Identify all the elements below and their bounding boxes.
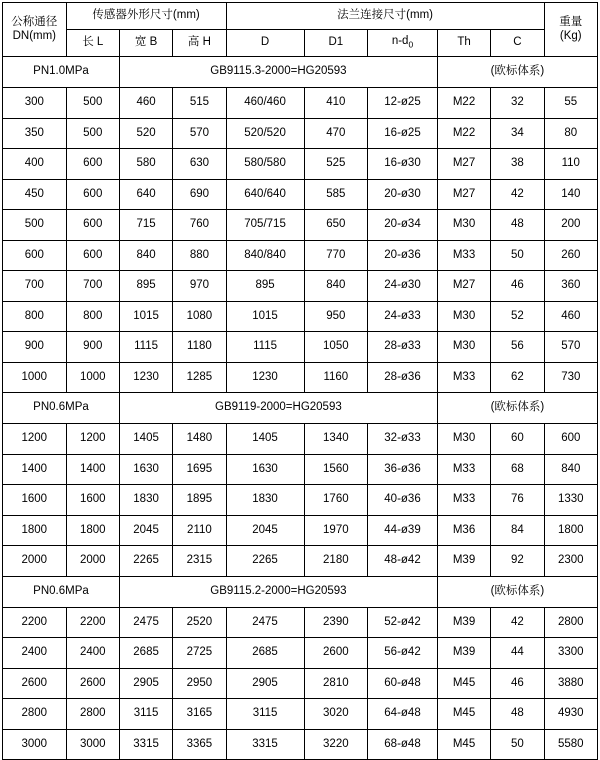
cell-d1: 2810 [304,668,368,699]
cell-width: 3115 [119,699,172,730]
cell-height: 2950 [173,668,226,699]
cell-d: 640/640 [226,179,304,210]
cell-c: 68 [491,454,544,485]
table-row [3,485,598,516]
cell-height: 760 [173,210,226,241]
cell-c: 44 [491,638,544,669]
cell-n-d: 28-ø33 [368,332,438,363]
header-height: 高 H [173,30,226,57]
cell-height: 690 [173,179,226,210]
cell-d: 2685 [226,638,304,669]
cell-dn: 1400 [3,454,67,485]
cell-c: 34 [491,118,544,149]
cell-length: 2200 [66,607,119,638]
cell-height: 1180 [173,332,226,363]
header-weight [544,3,597,57]
cell-height: 2315 [173,546,226,577]
cell-dn: 1200 [3,424,67,455]
cell-weight: 2300 [544,546,597,577]
cell-height: 1285 [173,362,226,393]
header-d: D [226,30,304,57]
cell-dn: 1000 [3,362,67,393]
cell-width: 840 [119,240,172,271]
cell-n-d: 28-ø36 [368,362,438,393]
cell-length: 700 [66,271,119,302]
cell-height: 3165 [173,699,226,730]
table-row [3,699,598,730]
cell-weight: 360 [544,271,597,302]
cell-length: 800 [66,301,119,332]
band-standard: GB9119-2000=HG20593 [119,393,437,424]
cell-th: M22 [437,88,490,119]
header-n-d-subscript: 0 [408,39,414,50]
cell-c: 50 [491,729,544,760]
cell-n-d: 24-ø30 [368,271,438,302]
cell-weight: 1800 [544,515,597,546]
cell-height: 1695 [173,454,226,485]
cell-th: M33 [437,454,490,485]
cell-width: 715 [119,210,172,241]
cell-length: 900 [66,332,119,363]
cell-c: 76 [491,485,544,516]
cell-dn: 1600 [3,485,67,516]
cell-d: 705/715 [226,210,304,241]
cell-n-d: 20-ø30 [368,179,438,210]
cell-c: 84 [491,515,544,546]
cell-dn: 2200 [3,607,67,638]
cell-weight: 3880 [544,668,597,699]
cell-n-d: 52-ø42 [368,607,438,638]
cell-length: 1000 [66,362,119,393]
cell-c: 42 [491,607,544,638]
table-row [3,454,598,485]
cell-dn: 300 [3,88,67,119]
cell-length: 500 [66,118,119,149]
cell-d1: 470 [304,118,368,149]
cell-weight: 2800 [544,607,597,638]
header-th: Th [437,30,490,57]
cell-th: M27 [437,179,490,210]
cell-d: 580/580 [226,149,304,180]
cell-dn: 900 [3,332,67,363]
cell-height: 570 [173,118,226,149]
cell-d: 460/460 [226,88,304,119]
cell-d1: 2390 [304,607,368,638]
cell-width: 460 [119,88,172,119]
cell-weight: 600 [544,424,597,455]
cell-length: 600 [66,210,119,241]
cell-th: M36 [437,515,490,546]
header-length: 长 L [66,30,119,57]
band-pn: PN1.0MPa [3,57,120,88]
cell-c: 62 [491,362,544,393]
cell-weight: 570 [544,332,597,363]
cell-th: M33 [437,485,490,516]
band-header-row [3,393,598,424]
band-note: (欧标体系) [437,57,597,88]
cell-weight: 110 [544,149,597,180]
cell-n-d: 40-ø36 [368,485,438,516]
cell-d1: 950 [304,301,368,332]
cell-th: M30 [437,301,490,332]
cell-dn: 2800 [3,699,67,730]
cell-height: 1480 [173,424,226,455]
table-row [3,638,598,669]
cell-weight: 840 [544,454,597,485]
cell-dn: 600 [3,240,67,271]
header-width: 宽 B [119,30,172,57]
cell-d1: 770 [304,240,368,271]
cell-height: 880 [173,240,226,271]
cell-c: 92 [491,546,544,577]
cell-n-d: 16-ø25 [368,118,438,149]
cell-d: 840/840 [226,240,304,271]
cell-width: 1230 [119,362,172,393]
cell-weight: 730 [544,362,597,393]
cell-width: 2045 [119,515,172,546]
cell-n-d: 56-ø42 [368,638,438,669]
table-row [3,88,598,119]
cell-dn: 700 [3,271,67,302]
cell-n-d: 24-ø33 [368,301,438,332]
cell-length: 600 [66,240,119,271]
band-pn: PN0.6MPa [3,576,120,607]
cell-weight: 200 [544,210,597,241]
cell-length: 2600 [66,668,119,699]
cell-d1: 1560 [304,454,368,485]
cell-th: M27 [437,149,490,180]
cell-d: 2905 [226,668,304,699]
table-row [3,668,598,699]
cell-height: 1895 [173,485,226,516]
header-sensor-group: 传感器外形尺寸(mm) [66,3,226,30]
header-row-groups [3,3,598,30]
cell-n-d: 16-ø30 [368,149,438,180]
cell-d1: 650 [304,210,368,241]
table-row [3,515,598,546]
cell-c: 32 [491,88,544,119]
cell-n-d: 48-ø42 [368,546,438,577]
cell-th: M45 [437,668,490,699]
cell-length: 1200 [66,424,119,455]
cell-d: 2475 [226,607,304,638]
cell-width: 895 [119,271,172,302]
cell-d: 1115 [226,332,304,363]
cell-length: 1600 [66,485,119,516]
cell-height: 2520 [173,607,226,638]
cell-n-d: 60-ø48 [368,668,438,699]
table-row [3,546,598,577]
cell-d1: 525 [304,149,368,180]
table-row [3,118,598,149]
cell-d: 895 [226,271,304,302]
cell-n-d: 68-ø48 [368,729,438,760]
cell-length: 600 [66,179,119,210]
band-note: (欧标体系) [437,576,597,607]
cell-dn: 500 [3,210,67,241]
cell-dn: 350 [3,118,67,149]
table-row [3,149,598,180]
cell-d: 3315 [226,729,304,760]
cell-d1: 840 [304,271,368,302]
cell-height: 630 [173,149,226,180]
cell-n-d: 20-ø36 [368,240,438,271]
header-weight-line1: 重量 [559,16,583,29]
cell-dn: 3000 [3,729,67,760]
cell-c: 46 [491,668,544,699]
cell-width: 640 [119,179,172,210]
cell-d: 2045 [226,515,304,546]
header-row-subcolumns [3,30,598,57]
cell-length: 1400 [66,454,119,485]
cell-d: 1015 [226,301,304,332]
cell-width: 2475 [119,607,172,638]
cell-length: 1800 [66,515,119,546]
cell-weight: 55 [544,88,597,119]
cell-c: 56 [491,332,544,363]
cell-width: 2685 [119,638,172,669]
cell-n-d: 20-ø34 [368,210,438,241]
header-d1: D1 [304,30,368,57]
cell-length: 3000 [66,729,119,760]
cell-th: M39 [437,638,490,669]
header-n-d-main: n-d [391,35,409,48]
cell-d: 3115 [226,699,304,730]
cell-length: 2400 [66,638,119,669]
cell-n-d: 44-ø39 [368,515,438,546]
cell-c: 48 [491,210,544,241]
table-row [3,607,598,638]
band-header-row [3,576,598,607]
cell-d1: 3220 [304,729,368,760]
cell-height: 2725 [173,638,226,669]
cell-d1: 2180 [304,546,368,577]
cell-length: 500 [66,88,119,119]
cell-width: 520 [119,118,172,149]
cell-d1: 3020 [304,699,368,730]
cell-height: 1080 [173,301,226,332]
table-row [3,179,598,210]
cell-th: M30 [437,424,490,455]
table-row [3,301,598,332]
cell-height: 2110 [173,515,226,546]
header-c: C [491,30,544,57]
cell-n-d: 32-ø33 [368,424,438,455]
cell-length: 2000 [66,546,119,577]
cell-weight: 460 [544,301,597,332]
cell-d1: 1760 [304,485,368,516]
cell-dn: 2600 [3,668,67,699]
table-row [3,729,598,760]
band-pn: PN0.6MPa [3,393,120,424]
cell-c: 60 [491,424,544,455]
band-standard: GB9115.3-2000=HG20593 [119,57,437,88]
cell-d1: 1050 [304,332,368,363]
cell-weight: 80 [544,118,597,149]
cell-length: 2800 [66,699,119,730]
band-note: (欧标体系) [437,393,597,424]
cell-c: 38 [491,149,544,180]
cell-dn: 2400 [3,638,67,669]
cell-width: 2265 [119,546,172,577]
cell-th: M22 [437,118,490,149]
specification-table [2,2,598,760]
table-row [3,271,598,302]
cell-dn: 2000 [3,546,67,577]
table-body [3,3,598,760]
table-row [3,424,598,455]
cell-width: 1115 [119,332,172,363]
cell-n-d: 64-ø48 [368,699,438,730]
cell-n-d: 12-ø25 [368,88,438,119]
cell-d: 2265 [226,546,304,577]
cell-weight: 140 [544,179,597,210]
cell-d: 520/520 [226,118,304,149]
cell-dn: 450 [3,179,67,210]
band-header-row [3,57,598,88]
cell-weight: 3300 [544,638,597,669]
cell-th: M27 [437,271,490,302]
cell-width: 1630 [119,454,172,485]
cell-weight: 5580 [544,729,597,760]
table-row [3,362,598,393]
cell-th: M33 [437,362,490,393]
header-dn-line2: DN(mm) [12,29,57,42]
cell-length: 600 [66,149,119,180]
cell-th: M45 [437,699,490,730]
cell-d1: 585 [304,179,368,210]
cell-width: 1405 [119,424,172,455]
table-row [3,240,598,271]
cell-width: 2905 [119,668,172,699]
cell-c: 50 [491,240,544,271]
band-standard: GB9115.2-2000=HG20593 [119,576,437,607]
cell-dn: 400 [3,149,67,180]
cell-th: M30 [437,332,490,363]
cell-height: 515 [173,88,226,119]
cell-weight: 4930 [544,699,597,730]
cell-th: M39 [437,607,490,638]
cell-d: 1405 [226,424,304,455]
cell-d1: 1340 [304,424,368,455]
cell-width: 3315 [119,729,172,760]
cell-width: 580 [119,149,172,180]
cell-dn: 800 [3,301,67,332]
cell-height: 970 [173,271,226,302]
header-n-d [368,30,438,57]
cell-weight: 260 [544,240,597,271]
cell-d: 1830 [226,485,304,516]
cell-weight: 1330 [544,485,597,516]
cell-dn: 1800 [3,515,67,546]
header-dn [3,3,67,57]
cell-width: 1015 [119,301,172,332]
cell-d: 1630 [226,454,304,485]
cell-th: M39 [437,546,490,577]
cell-d1: 1970 [304,515,368,546]
cell-d: 1230 [226,362,304,393]
cell-th: M30 [437,210,490,241]
cell-c: 42 [491,179,544,210]
cell-th: M45 [437,729,490,760]
cell-d1: 410 [304,88,368,119]
cell-c: 52 [491,301,544,332]
table-row [3,210,598,241]
header-flange-group: 法兰连接尺寸(mm) [226,3,544,30]
cell-n-d: 36-ø36 [368,454,438,485]
cell-height: 3365 [173,729,226,760]
cell-th: M33 [437,240,490,271]
header-weight-line2: (Kg) [559,29,582,42]
cell-d1: 2600 [304,638,368,669]
cell-width: 1830 [119,485,172,516]
cell-c: 48 [491,699,544,730]
cell-d1: 1160 [304,362,368,393]
table-row [3,332,598,363]
cell-c: 46 [491,271,544,302]
header-dn-line1: 公称通径 [11,16,58,29]
